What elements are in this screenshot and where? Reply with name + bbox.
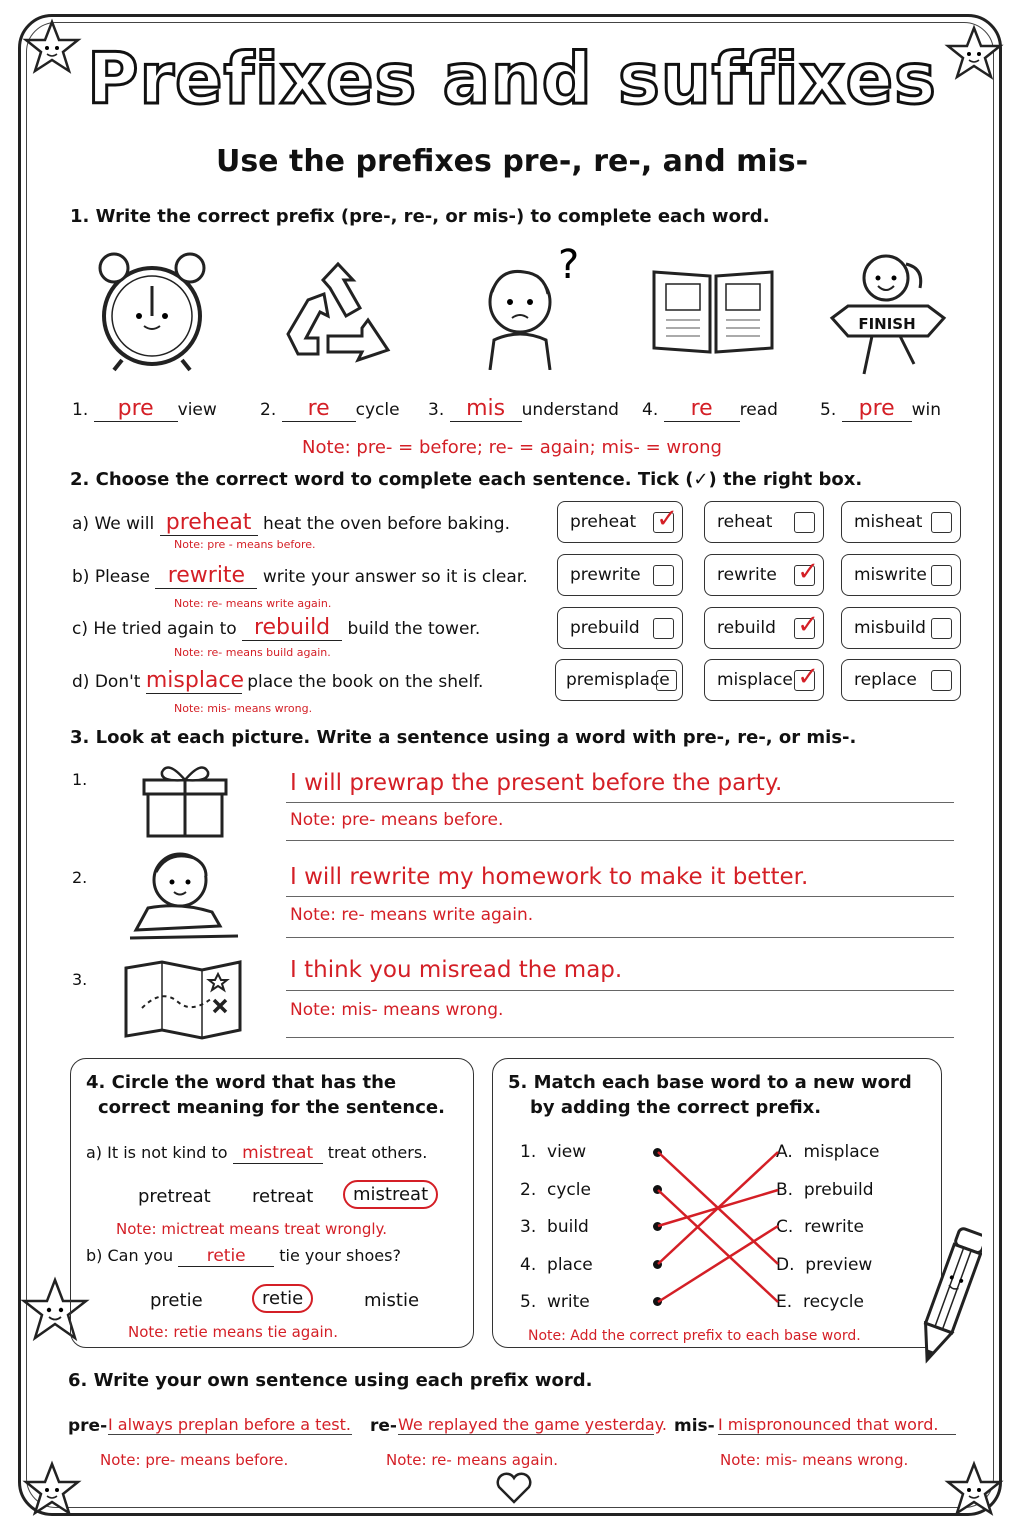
- checkbox[interactable]: [931, 565, 952, 586]
- q6-sentence[interactable]: I always preplan before a test.: [108, 1415, 351, 1434]
- q2-note-b: Note: re- means write again.: [174, 597, 332, 610]
- q2-heading: 2. Choose the correct word to complete each sentence. Tick (✓) the right box.: [70, 469, 863, 490]
- q2-option-box[interactable]: [841, 607, 961, 649]
- matching-lines: [630, 1130, 790, 1320]
- q5-new-word[interactable]: A. misplace: [776, 1142, 880, 1162]
- q2-sentence-end: heat the oven before baking.: [263, 514, 510, 534]
- q1-base-word: read: [739, 400, 778, 420]
- option-label: rebuild: [717, 618, 776, 638]
- option-label: replace: [854, 670, 917, 690]
- q2-sentence-start: c) He tried again to: [72, 619, 237, 639]
- q6-note: Note: re- means again.: [386, 1451, 559, 1469]
- q4-option[interactable]: retreat: [252, 1186, 314, 1207]
- q3-sentence[interactable]: I think you misread the map.: [290, 957, 623, 983]
- checkbox[interactable]: [931, 618, 952, 639]
- checkmark-icon: ✓: [656, 504, 678, 534]
- q4-heading-line2: correct meaning for the sentence.: [98, 1097, 445, 1118]
- q6-prefix: mis-: [674, 1416, 715, 1436]
- q2-sentence-end: place the book on the shelf.: [247, 672, 484, 692]
- writing-line: [286, 840, 954, 841]
- alarm-clock-icon: [92, 244, 212, 374]
- q5-base-word[interactable]: 1. view: [520, 1142, 587, 1162]
- option-label: prewrite: [570, 565, 641, 585]
- q2-option-box[interactable]: [704, 659, 824, 701]
- finish-banner-label: FINISH: [858, 315, 916, 333]
- q3-item-number: 2.: [72, 868, 88, 887]
- q1-note: Note: pre- = before; re- = again; mis- = wrong: [302, 437, 722, 458]
- writing-line: [286, 802, 954, 803]
- checkmark-icon: ✓: [797, 610, 819, 640]
- q3-sentence[interactable]: I will prewrap the present before the party.: [290, 770, 783, 796]
- writing-line: [286, 937, 954, 938]
- q2-option-box[interactable]: [704, 554, 824, 596]
- q4-heading-line1: 4. Circle the word that has the: [86, 1072, 397, 1093]
- q1-item-number: 4.: [642, 400, 659, 420]
- checkbox[interactable]: [656, 670, 677, 691]
- q6-sentence[interactable]: I mispronounced that word.: [718, 1415, 956, 1435]
- q1-item-number: 3.: [428, 400, 445, 420]
- q3-item-number: 3.: [72, 970, 88, 989]
- q1-answer-blank[interactable]: re: [664, 396, 740, 422]
- q4-option[interactable]: mistie: [364, 1290, 420, 1311]
- q1-item-3: [428, 396, 619, 422]
- q6-note: Note: mis- means wrong.: [720, 1451, 909, 1469]
- q5-note: Note: Add the correct prefix to each base word.: [528, 1328, 861, 1344]
- option-label: premisplace: [566, 670, 670, 690]
- q1-item-number: 5.: [820, 400, 837, 420]
- checkbox[interactable]: [931, 512, 952, 533]
- checkbox[interactable]: [931, 670, 952, 691]
- checkbox[interactable]: [653, 618, 674, 639]
- writing-line: [286, 1037, 954, 1038]
- q1-item-number: 2.: [260, 400, 277, 420]
- option-label: prebuild: [570, 618, 640, 638]
- q1-item-1: [72, 396, 217, 422]
- q2-option-box[interactable]: [557, 554, 683, 596]
- option-label: preheat: [570, 512, 637, 532]
- q4-sentence-b: [86, 1246, 401, 1267]
- q1-item-2: [260, 396, 400, 422]
- q2-sentence-end: build the tower.: [347, 619, 481, 639]
- page-title: Prefixes and suffixes: [87, 38, 937, 120]
- checkmark-icon: ✓: [797, 662, 819, 692]
- q2-note-a: Note: pre - means before.: [174, 538, 316, 551]
- q2-option-box[interactable]: [704, 607, 824, 649]
- q1-base-word: understand: [521, 400, 619, 420]
- q6-prefix: pre-: [68, 1416, 108, 1436]
- q1-answer-blank[interactable]: pre: [842, 396, 912, 422]
- q5-new-word[interactable]: D. preview: [776, 1255, 873, 1275]
- q2-note-d: Note: mis- means wrong.: [174, 702, 313, 715]
- q2-sentence-d: [72, 668, 483, 694]
- page-subtitle: Use the prefixes pre-, re-, and mis-: [215, 144, 809, 179]
- q2-option-box[interactable]: [841, 659, 961, 701]
- q2-sentence-start: d) Don't: [72, 672, 141, 692]
- q4-rest: tie your shoes?: [279, 1246, 401, 1265]
- q4-sentence-a: [86, 1143, 427, 1164]
- q1-answer-blank[interactable]: pre: [94, 396, 178, 422]
- q5-new-word[interactable]: E. recycle: [776, 1292, 864, 1312]
- checkbox[interactable]: [794, 512, 815, 533]
- q1-heading: 1. Write the correct prefix (pre-, re-, or mis-) to complete each word.: [70, 206, 770, 227]
- pencil-icon: [918, 1222, 982, 1372]
- writing-line: [286, 990, 954, 991]
- q6-heading: 6. Write your own sentence using each prefix word.: [68, 1370, 593, 1391]
- q2-sentence-end: write your answer so it is clear.: [262, 567, 528, 587]
- star-icon-bottom-left: [22, 1460, 82, 1520]
- q4-answer-blank[interactable]: mistreat: [233, 1143, 323, 1164]
- q4-note-a: Note: mictreat means treat wrongly.: [116, 1220, 388, 1238]
- checkmark-icon: ✓: [797, 557, 819, 587]
- q2-sentence-b: [72, 563, 528, 589]
- q2-option-box[interactable]: [557, 501, 683, 543]
- q2-sentence-c: [72, 615, 480, 641]
- option-label: misheat: [854, 512, 923, 532]
- q4-option[interactable]: pretreat: [138, 1186, 211, 1207]
- q1-answer-blank[interactable]: re: [282, 396, 356, 422]
- winning-girl-icon: [828, 244, 948, 384]
- q5-base-word[interactable]: 5. write: [520, 1292, 590, 1312]
- q2-answer-blank[interactable]: rewrite: [155, 563, 257, 589]
- q3-item-number: 1.: [72, 770, 88, 789]
- q2-answer-blank[interactable]: rebuild: [242, 615, 342, 641]
- gift-icon: [140, 756, 230, 840]
- star-icon-bottom-right: [944, 1460, 1004, 1520]
- option-label: rewrite: [717, 565, 777, 585]
- recycle-icon: [278, 260, 398, 370]
- q5-base-word[interactable]: 3. build: [520, 1217, 589, 1237]
- q5-heading-line2: by adding the correct prefix.: [530, 1097, 822, 1118]
- q3-note: Note: mis- means wrong.: [290, 1000, 504, 1020]
- confused-boy-icon: [470, 240, 600, 370]
- writing-line: [286, 896, 954, 897]
- q4-answer-blank[interactable]: retie: [178, 1246, 274, 1267]
- q2-sentence-start: b) Please: [72, 567, 150, 587]
- q2-option-box[interactable]: [841, 554, 961, 596]
- option-label: reheat: [717, 512, 773, 532]
- q5-new-word[interactable]: C. rewrite: [776, 1217, 864, 1237]
- q1-item-5: [820, 396, 941, 422]
- q1-base-word: view: [177, 400, 217, 420]
- q5-base-word[interactable]: 4. place: [520, 1255, 593, 1275]
- q4-option-circled[interactable]: mistreat: [343, 1180, 438, 1209]
- open-book-icon: [648, 262, 778, 358]
- q1-item-4: [642, 396, 778, 422]
- q3-sentence[interactable]: I will rewrite my homework to make it better.: [290, 864, 809, 890]
- q4-rest: treat others.: [327, 1143, 428, 1162]
- heart-icon: [494, 1470, 534, 1506]
- q4-option-circled[interactable]: retie: [252, 1284, 313, 1313]
- q2-option-box[interactable]: [704, 501, 824, 543]
- q1-base-word: win: [911, 400, 942, 420]
- q5-new-word[interactable]: B. prebuild: [776, 1180, 874, 1200]
- boy-writing-icon: [128, 846, 240, 944]
- q3-heading: 3. Look at each picture. Write a sentence using a word with pre-, re-, or mis-.: [70, 727, 857, 748]
- q5-heading-line1: 5. Match each base word to a new word: [508, 1072, 912, 1093]
- q1-answer-blank[interactable]: mis: [450, 396, 522, 422]
- q2-sentence-start: a) We will: [72, 514, 155, 534]
- q3-note: Note: pre- means before.: [290, 810, 504, 830]
- q6-sentence[interactable]: We replayed the game yesterday.: [398, 1415, 667, 1434]
- q4-note-b: Note: retie means tie again.: [128, 1323, 338, 1341]
- treasure-map-icon: [122, 958, 246, 1040]
- q2-sentence-a: [72, 510, 510, 536]
- svg-text:?: ?: [558, 242, 580, 288]
- option-label: miswrite: [854, 565, 927, 585]
- q3-note: Note: re- means write again.: [290, 905, 534, 925]
- q1-item-number: 1.: [72, 400, 89, 420]
- checkbox[interactable]: [653, 565, 674, 586]
- q2-option-box[interactable]: [557, 607, 683, 649]
- q2-option-box[interactable]: [841, 501, 961, 543]
- q6-prefix: re-: [370, 1416, 397, 1436]
- q4-option[interactable]: pretie: [150, 1290, 203, 1311]
- option-label: misplace: [717, 670, 793, 690]
- q2-note-c: Note: re- means build again.: [174, 646, 331, 659]
- q6-note: Note: pre- means before.: [100, 1451, 289, 1469]
- match-line: [658, 1226, 778, 1302]
- q2-answer-blank[interactable]: preheat: [160, 510, 258, 536]
- q4-prompt: a) It is not kind to: [86, 1143, 228, 1162]
- option-label: misbuild: [854, 618, 926, 638]
- q5-base-word[interactable]: 2. cycle: [520, 1180, 591, 1200]
- q2-option-box[interactable]: [555, 659, 683, 701]
- q1-base-word: cycle: [355, 400, 400, 420]
- q4-prompt: b) Can you: [86, 1246, 174, 1265]
- q2-answer-blank[interactable]: misplace: [145, 668, 245, 693]
